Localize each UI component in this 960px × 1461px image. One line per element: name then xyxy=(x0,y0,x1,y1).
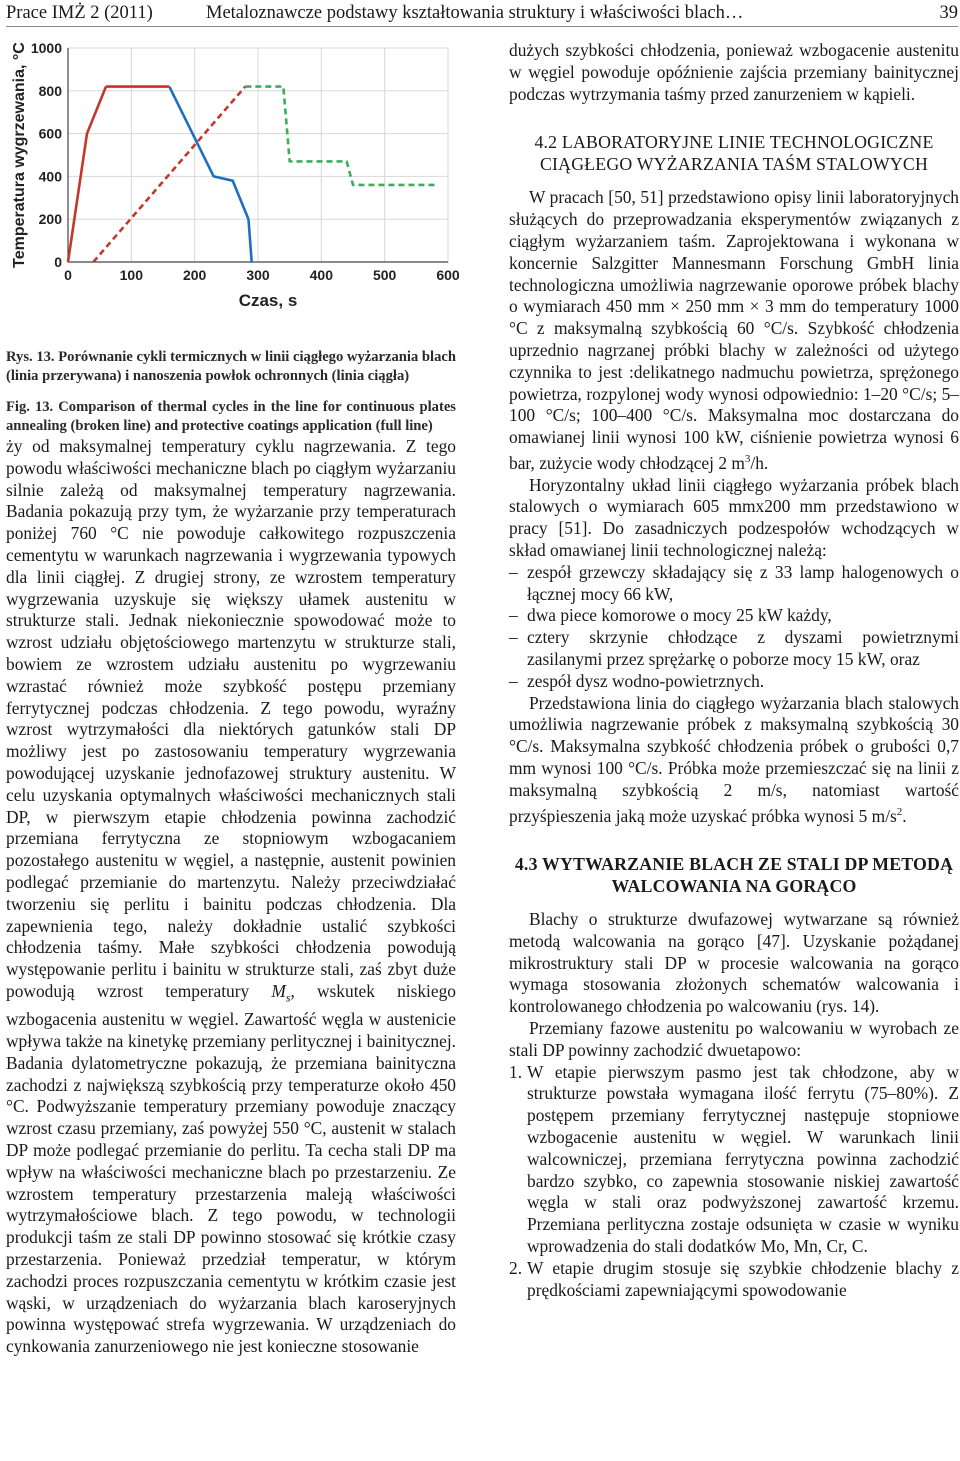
lab-lines-text: W pracach [50, 51] przedstawiono opisy linii laboratoryjnych służących do przeprowadzania eksperymentów związanych z ciągłym wyżarzaniem taśm. Zaprojektowana i wykonana w koncernie Salzgitter Mannesmann Forschung GmbH linia technologiczna umożliwia nagrzewanie oporowe próbek blachy o wymiarach 450 mm × 250 mm × 3 mm do temperatury 1000 °C z maksymalną szybkością 60 °C/s. Szybkość chłodzenia uprzednio nagrzanej próbki blachy w zależności od użytego czynnika to jest :delikatnego nadmuchu powietrza, sprężonego powietrza, rozpylonej wody wynosi odpowiednio: 1–20 °C/s; 5–100 °C/s; 100–400 °C/s. Maksymalna moc dostarczana do omawianej linii wynosi 100 kW, ciśnienie powietrza wynosi 6 bar, zużycie wody chłodzącej 2 m xyxy=(509,187,959,473)
list-item xyxy=(509,1062,959,1258)
components-list xyxy=(509,562,959,693)
ms-symbol: M xyxy=(271,980,286,1001)
x-tick-label: 100 xyxy=(119,267,144,283)
squared-superscript: 2 xyxy=(896,805,903,818)
x-tick-label: 0 xyxy=(64,267,72,283)
list-item-text: W etapie drugim stosuje się szybkie chłodzenie blachy z prędkościami zapewniającymi spowodowanie xyxy=(527,1257,959,1300)
x-tick-label: 500 xyxy=(372,267,397,283)
figure-caption-pl: Rys. 13. Porównanie cykli termicznych w linii ciągłego wyżarzania blach (linia przerywana) i nanoszenia powłok ochronnych (linia ciągła) xyxy=(6,349,456,384)
list-item xyxy=(509,562,959,606)
lab-lines-end: /h. xyxy=(750,452,769,473)
x-tick-label: 300 xyxy=(246,267,270,283)
section-heading-4-3: 4.3 WYTWARZANIE BLACH ZE STALI DP METODĄ WALCOWANIA NA GORĄCO xyxy=(514,854,954,897)
phase-transform-paragraph: Przemiany fazowe austenitu po walcowaniu w wyrobach ze stali DP powinny zachodzić dwuetapowo: xyxy=(509,1018,959,1060)
left-paragraph-text: ży od maksymalnej temperatury cyklu nagrzewania. Z tego powodu właściwości mechaniczne blach po ciągłym wyżarzaniu silnie zależą od maksymalnej temperatury nagrzewania. Badania pokazują przy tym, że wyżarzanie przy temperaturach poniżej 760 °C nie powoduje całkowitego rozpuszczenia cementytu w warunkach nagrzewania i wygrzewania typowych dla linii ciągłej. Z drugiej strony, ze wzrostem temperatury wygrzewania uzyskuje się większy ułamek austenitu w strukturze stali. Jednak niekoniecznie spowodować może to wzrost udziału objętościowego martenzytu w strukturze stali, bowiem ze wzrostem udziału austenitu po wygrzewaniu wzrastać również może szybkość postępu przemiany ferrytycznej podczas chłodzenia. Z tego powodu, wyraźny wzrost wytrzymałości dla niektórych gatunków stali DP możliwy jest po zastosowaniu temperatury wygrzewania powodującej uzyskanie jednofazowej struktury austenitu. W celu uzyskania optymalnych właściwości mechanicznych stali DP, w pierwszym etapie chłodzenia powinna zachodzić przemiana ferrytyczna ze stopniowym wzbogacaniem pozostałego austenitu w węgiel, a następnie, austenit powinien podlegać przemianie do martenzytu. Należy przeciwdziałać tworzeniu się perlitu i bainitu podczas chłodzenia. Dla zapewnienia tego, należy dokładnie ustalić szybkości chłodzenia taśmy. Małe szybkości chłodzenia powodują występowanie perlitu i bainitu w strukturze stali, zaś zbyt duże powodują wzrost temperatury xyxy=(6,436,456,1001)
x-tick-label: 600 xyxy=(436,267,460,283)
y-tick-label: 0 xyxy=(54,254,62,270)
line-capabilities-text: Przedstawiona linia do ciągłego wyżarzania blach stalowych umożliwia nagrzewanie próbek z maksymalną szybkością 30 °C/s. Maksymalna szybkość chłodzenia próbek o grubości 0,7 mm wynosi 100 °C/s. Próbka może przemieszczać się na linii z maksymalną szybkością 2 m/s, natomiast wartość przyśpieszenia jaką może uzyskać próbka wynosi 5 m/s xyxy=(509,692,959,826)
list-number: 1. xyxy=(509,1061,523,1082)
y-tick-label: 800 xyxy=(38,82,62,99)
line-capabilities-paragraph xyxy=(509,693,959,828)
ms-subscript: s xyxy=(285,990,291,1005)
cubic-superscript: 3 xyxy=(744,452,751,465)
list-item xyxy=(509,671,959,693)
list-dash: – xyxy=(509,605,518,626)
y-tick-label: 1000 xyxy=(30,40,62,56)
x-tick-label: 200 xyxy=(182,267,207,283)
left-paragraph-end: , wskutek niskiego wzbogacenia austenitu w węgiel. Zawartość węgla w austenicie wpływa także na kinetykę przemiany perlitycznej i bainitycznej. Badania dylatometryczne pokazują, że przemiana bainityczna zachodzi z największą szybkością przy temperaturze około 450 °C. Podwyższanie temperatury przemiany powoduje znaczący wzrost czasu przemiany, zaś powyżej 550 °C, austenit w stalach DP może podlegać przemianie do perlitu. Ta cecha stali DP ma wpływ na właściwości mechaniczne blach po przestarzeniu. Ze wzrostem temperatury przestarzenia maleją właściwości wytrzymałościowe blach. Z tego powodu, w technologii produkcji taśm ze stali DP powinno stosować się krótkie czasy przestarzenia. Ponieważ przedział temperatur, w którym zachodzi proces rozpuszczania cementytu w krótkim czasie jest wąski, w urządzeniach do wyżarzania blach karoseryjnych powinna występować strefa wygrzewania. W urządzeniach do cynkowania zanurzeniowego nie jest konieczne stosowanie xyxy=(6,980,456,1357)
right-intro-paragraph: dużych szybkości chłodzenia, ponieważ wzbogacenie austenitu w węgiel powoduje opóźnienie zajścia przemiany bainitycznej podczas wytrzymania taśmy przed zanurzeniem w kąpieli. xyxy=(509,40,959,104)
page-number: 39 xyxy=(939,3,958,23)
x-tick-label: 400 xyxy=(309,267,334,283)
figure-caption-en: Fig. 13. Comparison of thermal cycles in the line for continuous plates annealing (broken line) and protective coatings application (full line) xyxy=(6,399,456,434)
y-tick-label: 400 xyxy=(38,168,62,185)
list-number: 2. xyxy=(509,1257,523,1278)
list-item-text: zespół grzewczy składający się z 33 lamp halogenowych o łącznej mocy 66 kW, xyxy=(527,561,959,604)
list-item-text: dwa piece komorowe o mocy 25 kW każdy, xyxy=(527,605,832,626)
header-title: Metaloznawcze podstawy kształtowania struktury i właściwości blach… xyxy=(206,3,744,23)
list-item xyxy=(509,627,959,671)
list-dash: – xyxy=(509,561,518,582)
line-capabilities-end: . xyxy=(902,805,907,826)
thermal-cycle-chart xyxy=(6,40,460,310)
y-tick-label: 600 xyxy=(38,125,62,142)
hot-rolling-paragraph: Blachy o strukturze dwufazowej wytwarzane są również metodą walcowania na gorąco [47]. Uzyskanie pożądanej mikrostruktury stali DP w procesie walcowania na gorąco wymaga stosowania złożonych schematów walcowania i kontrolowanego chłodzenia po walcowaniu (rys. 14). xyxy=(509,909,959,1017)
journal-name: Prace IMŻ 2 (2011) xyxy=(6,3,153,23)
list-item-text: cztery skrzynie chłodzące z dyszami powietrznymi zasilanymi przez sprężarkę o poborze mocy 15 kW, oraz xyxy=(527,627,959,669)
list-item-text: zespół dysz wodno-powietrznych. xyxy=(527,670,765,691)
list-dash: – xyxy=(509,670,518,691)
list-item xyxy=(509,1258,959,1302)
right-column xyxy=(509,40,959,1301)
y-axis-label: Temperatura wygrzewania, °C xyxy=(11,42,28,268)
left-column xyxy=(6,40,460,1358)
left-paragraph xyxy=(6,436,456,1358)
lab-lines-paragraph xyxy=(509,187,959,474)
horizontal-layout-paragraph: Horyzontalny układ linii ciągłego wyżarzania próbek blach stalowych o wymiarach 605 mmx200 mm przedstawiono w pracy [51]. Do zasadniczych podzespołów wchodzących w skład omawianej linii technologicznej należą: xyxy=(509,474,959,560)
running-header xyxy=(6,0,958,27)
x-axis-label: Czas, s xyxy=(238,291,298,310)
list-item xyxy=(509,605,959,627)
stages-list xyxy=(509,1062,959,1302)
list-item-text: W etapie pierwszym pasmo jest tak chłodzone, aby w strukturze powstała wymagana ilość ferrytu (75–80%). Z postępem przemiany ferrytycznej następuje stopniowe wzbogacenie austenitu w węgiel. W warunkach linii walcowniczej, przemiana ferrytyczna powinna zachodzić bardzo szybko, co zapewnia stosowanie niskiej zawartość węgla w stali oraz podwyższonej zawartość krzemu. Przemiana perlityczna zostaje odsunięta w czasie w wyniku wprowadzenia do stali dodatków Mo, Mn, Cr, C. xyxy=(527,1061,959,1257)
section-heading-4-2: 4.2 LABORATORYJNE LINIE TECHNOLOGICZNE CIĄGŁEGO WYŻARZANIA TAŚM STALOWYCH xyxy=(534,132,934,175)
chart-svg xyxy=(6,40,460,310)
list-dash: – xyxy=(509,627,518,648)
y-tick-label: 200 xyxy=(38,211,62,228)
